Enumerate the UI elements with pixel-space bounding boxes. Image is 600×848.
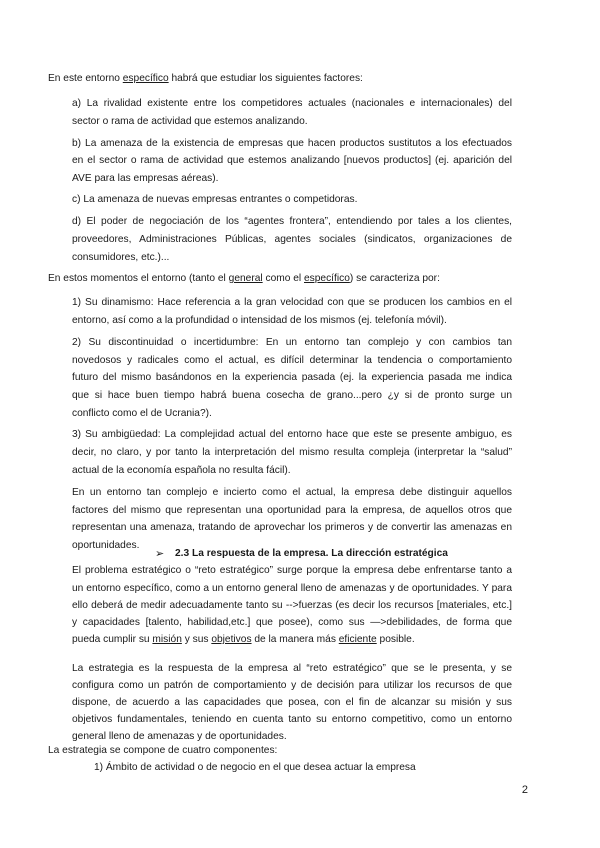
moments-text-1: En estos momentos el entorno (tanto el: [48, 273, 229, 284]
strategy-line-2: configura como un patrón de comportamiento y de decisión para utilizar los recursos de que: [72, 680, 512, 691]
intro-text-end: habrá que estudiar los siguientes factores:: [168, 73, 363, 84]
moments-underlined-specific: específico: [304, 273, 350, 284]
feature-2-line-5: conflicto como el de Ucrania?).: [72, 408, 212, 419]
complex-line-4: oportunidades.: [72, 540, 140, 551]
intro-line: [48, 70, 363, 88]
strategy-line-4: objetivos fundamentales, teniendo en cuenta tanto su entorno competitivo, como un entorno: [72, 714, 512, 725]
feature-2-line-2: novedosos y radicales como el actual, es difícil determinar la tendencia o comportamiento: [72, 355, 512, 366]
feature-1-line-2: entorno, así como a la profundidad o intensidad de los mismos (ej. telefonía móvil).: [72, 315, 447, 326]
problem-line-2: un entorno específico, como a un entorno general lleno de amenazas y de oportunidades. Y para: [72, 583, 512, 594]
moments-text-2: como el: [262, 273, 304, 284]
problem-line-4: y capacidades [talento, habilidad,etc.] que posee), como sus —>debilidades, de forma que: [72, 617, 512, 628]
intro-underlined: específico: [122, 73, 169, 84]
factor-d-line-3: consumidores, etc.)...: [72, 252, 170, 263]
factor-a-line-1: a) La rivalidad existente entre los competidores actuales (nacionales e internacionales) del: [72, 98, 512, 109]
factor-c-line-1: c) La amenaza de nuevas empresas entrantes o competidoras.: [72, 194, 358, 205]
strategy-line-3: dispone, de acuerdo a las capacidades que posea, con el fin de alcanzar su misión y sus: [72, 697, 512, 708]
complex-line-1: En un entorno tan complejo e incierto como el actual, la empresa debe distinguir aquellos: [72, 487, 512, 498]
moments-text-3: ) se caracteriza por:: [349, 273, 440, 284]
section-title: 2.3 La respuesta de la empresa. La dirección estratégica: [175, 548, 448, 559]
components-intro: La estrategia se compone de cuatro componentes:: [48, 745, 278, 756]
feature-3-line-1: 3) Su ambigüedad: La complejidad actual del entorno hace que este se presente ambiguo, es: [72, 429, 512, 440]
problem-text-3: de la manera más: [251, 634, 339, 645]
complex-line-3: representan una amenaza, tratando de aprovechar los primeros y de convertir las amenazas en: [72, 522, 512, 533]
factor-a-line-2: sector o rama de actividad que estemos analizando.: [72, 116, 308, 127]
moments-line: [48, 270, 440, 288]
factor-b-line-2: en el sector o rama de actividad que estemos analizando [nuevos productos] (ej. aparición del: [72, 155, 512, 166]
factor-d-line-2: proveedores, Administraciones Públicas, agentes sociales (sindicatos, organizaciones de: [72, 234, 512, 245]
feature-2-line-3: futuro del mismo basándonos en la experiencia pasada (ej. la experiencia pasada me indica: [72, 372, 512, 383]
problem-line-1: El problema estratégico o “reto estratégico” surge porque la empresa debe enfrentarse tanto a: [72, 565, 512, 576]
feature-2-line-1: 2) Su discontinuidad o incertidumbre: En un entorno tan complejo y con cambios tan: [72, 337, 512, 348]
page-number: 2: [521, 784, 528, 796]
feature-3-line-3: actual de la economía española no resulta fácil).: [72, 465, 291, 476]
factor-d-line-1: d) El poder de negociación de los “agentes frontera”, entendiendo por tales a los clientes,: [72, 216, 512, 227]
factor-b-line-1: b) La amenaza de la existencia de empresas que hacen productos sustitutos a los efectuados: [72, 138, 512, 149]
feature-1-line-1: 1) Su dinamismo: Hace referencia a la gran velocidad con que se producen los cambios en el: [72, 297, 512, 308]
strategy-line-5: general lleno de amenazas y de oportunidades.: [72, 731, 287, 742]
problem-text-2: y sus: [181, 634, 212, 645]
problem-line-3: ello deberá de medir adecuadamente tanto su -->fuerzas (es decir los recursos [materiales, etc.]: [72, 600, 512, 611]
feature-2-line-4: que si hace buen tiempo habrá buena cosecha de grano...pero ¿y si de pronto surge un: [72, 390, 512, 401]
complex-line-2: factores del mismo que representan una oportunidad para la empresa, de aquellos otros que: [72, 505, 512, 516]
problem-line-5: [72, 631, 415, 649]
underlined-mision: misión: [152, 634, 182, 645]
factor-b-line-3: AVE para las empresas aéreas).: [72, 173, 219, 184]
components-item-1: 1) Ámbito de actividad o de negocio en el que desea actuar la empresa: [94, 762, 416, 773]
strategy-line-1: La estrategia es la respuesta de la empresa al “reto estratégico” que se le presenta, y se: [72, 663, 512, 674]
moments-underlined-general: general: [228, 273, 263, 284]
underlined-objetivos: objetivos: [211, 634, 252, 645]
underlined-eficiente: eficiente: [338, 634, 377, 645]
feature-3-line-2: decir, no claro, y por tanto la interpretación del mismo resulta compleja (interpretar la “salud”: [72, 447, 512, 458]
section-arrow-icon: ➢: [155, 548, 165, 560]
intro-text: En este entorno: [48, 73, 123, 84]
problem-text-1: pueda cumplir su: [72, 634, 153, 645]
problem-text-4: posible.: [376, 634, 415, 645]
